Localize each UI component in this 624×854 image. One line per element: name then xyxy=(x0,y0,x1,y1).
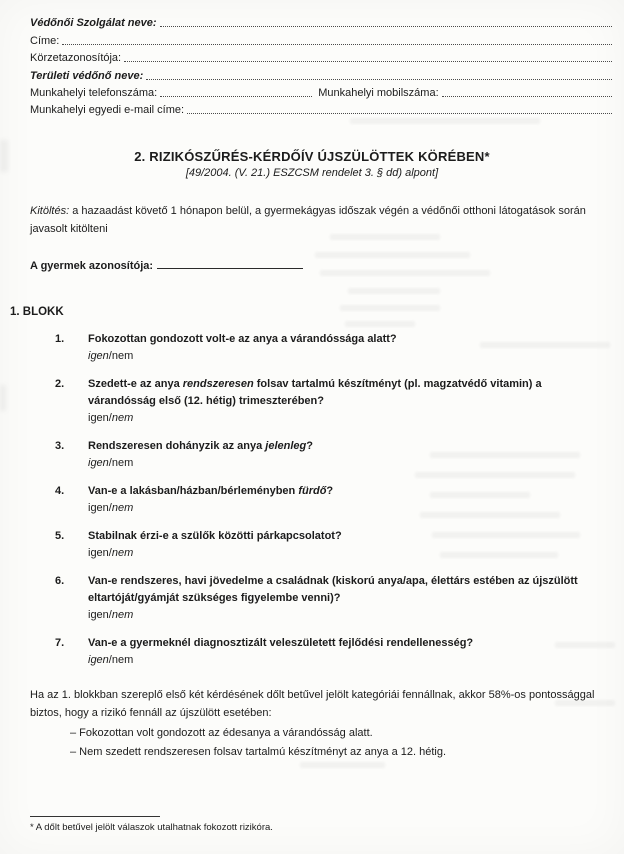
question-body xyxy=(88,635,614,669)
bleed-through-artifact xyxy=(315,252,470,258)
question-number: 2. xyxy=(55,378,65,391)
question-text xyxy=(88,438,608,455)
form-subtitle: [49/2004. (V. 21.) ESZCSM rendelet 3. § dd) alpont] xyxy=(185,167,439,180)
work-email-blank xyxy=(187,113,612,114)
scan-edge-smudge xyxy=(0,140,8,172)
answer-option: igen xyxy=(88,350,109,363)
answer-option: igen xyxy=(88,457,109,470)
block-1-heading: 1. BLOKK xyxy=(10,306,64,319)
question-list xyxy=(55,331,614,669)
answer-option: igen/ xyxy=(88,609,112,622)
footnote-text: * A dőlt betűvel jelölt válaszok utalhatnak fokozott rizikóra. xyxy=(30,822,273,833)
bleed-through-artifact xyxy=(300,762,385,768)
question-number: 1. xyxy=(55,333,65,346)
filling-instructions-text: a hazaadást követő 1 hónapon belül, a gyermekágyas időszak végén a védőnői otthoni látogatások során javasolt kitölteni xyxy=(30,205,586,235)
bleed-through-artifact xyxy=(350,118,540,124)
work-phone-label: Munkahelyi telefonszáma: xyxy=(30,86,158,99)
answer-option: /nem xyxy=(108,350,134,363)
footnote-rule xyxy=(30,816,160,817)
district-id-blank xyxy=(124,61,612,62)
work-mobile-label: Munkahelyi mobilszáma: xyxy=(318,86,439,99)
footnote xyxy=(30,816,590,833)
question-text-part: ? xyxy=(326,485,334,498)
question-number: 6. xyxy=(55,575,65,588)
field-row-address xyxy=(30,29,612,46)
question-text-part: Van-e rendszeres, havi jövedelme a családnak (kiskorú anya/apa, élettárs estében az újszülött eltartóját/gyámját szükséges figyelembe venni)? xyxy=(88,575,578,605)
answer-option: igen/ xyxy=(88,547,112,560)
answer-option: /nem xyxy=(108,654,134,667)
conclusion-bullet: – Fokozottan volt gondozott az édesanya a várandósság alatt. xyxy=(70,727,373,740)
field-row-service-name xyxy=(30,12,612,29)
conclusion-bullet: – Nem szedett rendszeresen folsav tartalmú készítményt az anya a 12. hétig. xyxy=(70,746,447,759)
question-text-part: folsav tartalmú készítményt (pl. magzatvédő vitamin) a várandósság első (12. hétig) trimeszterében? xyxy=(88,378,542,408)
question-text-part: Rendszeresen dohányzik az anya xyxy=(88,440,266,453)
question-text-part: ? xyxy=(306,440,313,453)
form-title: 2. RIZIKÓSZŰRÉS-KÉRDŐÍV ÚJSZÜLÖTTEK KÖRÉBEN* xyxy=(134,149,490,165)
answer-options xyxy=(88,545,608,562)
conclusion-intro: Ha az 1. blokkban szereplő első két kérdésének dőlt betűvel jelölt kategóriái fennállnak, akkor 58%-os pontossággal biztos, hogy a rizikó fennáll az újszülött esetében: xyxy=(30,689,595,720)
child-id-row xyxy=(30,258,614,272)
answer-option: igen/ xyxy=(88,502,112,515)
question-body xyxy=(88,376,614,427)
question-row xyxy=(55,331,614,365)
question-text xyxy=(88,573,608,607)
answer-options xyxy=(88,500,608,517)
answer-option: /nem xyxy=(108,457,134,470)
question-text-part: Szedett-e az anya xyxy=(88,378,183,391)
answer-option: nem xyxy=(111,412,134,425)
field-row-district-id xyxy=(30,47,612,64)
question-text xyxy=(88,483,608,500)
work-email-label: Munkahelyi egyedi e-mail címe: xyxy=(30,104,185,117)
field-row-email xyxy=(30,99,612,116)
question-number: 3. xyxy=(55,440,65,453)
work-mobile-blank xyxy=(442,96,612,97)
answer-option: nem xyxy=(111,502,134,515)
service-name-blank xyxy=(160,26,612,27)
filling-instructions xyxy=(30,203,610,238)
question-body xyxy=(88,528,614,562)
answer-option: nem xyxy=(111,609,134,622)
question-row xyxy=(55,573,614,624)
question-row xyxy=(55,483,614,517)
question-text-part: Fokozottan gondozott volt-e az anya a várandóssága alatt? xyxy=(88,333,397,346)
district-nurse-blank xyxy=(146,79,612,80)
question-number: 4. xyxy=(55,485,65,498)
question-row xyxy=(55,528,614,562)
question-text xyxy=(88,331,608,348)
question-row xyxy=(55,635,614,669)
work-phone-blank xyxy=(160,96,312,97)
question-text xyxy=(88,528,608,545)
answer-options xyxy=(88,455,608,472)
answer-options xyxy=(88,607,608,624)
question-number: 5. xyxy=(55,530,65,543)
question-body xyxy=(88,483,614,517)
answer-option: igen xyxy=(88,654,109,667)
question-text-part: jelenleg xyxy=(265,440,307,453)
field-row-district-nurse xyxy=(30,64,612,81)
question-number: 7. xyxy=(55,637,65,650)
address-blank xyxy=(62,44,612,45)
question-body xyxy=(88,573,614,624)
answer-options xyxy=(88,348,608,365)
question-text-part: Stabilnak érzi-e a szülők közötti párkapcsolatot? xyxy=(88,530,342,543)
service-name-label: Védőnői Szolgálat neve: xyxy=(30,17,157,30)
question-body xyxy=(88,438,614,472)
answer-options xyxy=(88,410,608,427)
question-text xyxy=(88,635,608,652)
question-text-part: rendszeresen xyxy=(182,378,254,391)
question-text-part: fürdő xyxy=(298,485,327,498)
conclusion-bullets xyxy=(70,724,608,762)
question-text-part: Van-e a gyermeknél diagnosztizált veleszületett fejlődési rendellenesség? xyxy=(88,637,474,650)
address-label: Címe: xyxy=(30,34,60,47)
answer-options xyxy=(88,652,608,669)
district-id-label: Körzetazonosítója: xyxy=(30,52,122,65)
child-id-blank xyxy=(157,258,303,269)
answer-option: nem xyxy=(111,547,134,560)
field-row-phones xyxy=(30,82,612,99)
filling-instructions-label: Kitöltés: xyxy=(30,205,70,218)
question-text xyxy=(88,376,608,410)
district-nurse-label: Területi védőnő neve: xyxy=(30,69,144,82)
bleed-through-artifact xyxy=(345,321,415,327)
question-text-part: Van-e a lakásban/házban/bérleményben xyxy=(88,485,299,498)
scan-edge-smudge xyxy=(0,385,6,411)
question-row xyxy=(55,438,614,472)
answer-option: igen/ xyxy=(88,412,112,425)
bleed-through-artifact xyxy=(348,288,440,294)
question-body xyxy=(88,331,614,365)
child-id-label: A gyermek azonosítója: xyxy=(30,260,154,273)
header-fields xyxy=(30,12,612,116)
question-row xyxy=(55,376,614,427)
